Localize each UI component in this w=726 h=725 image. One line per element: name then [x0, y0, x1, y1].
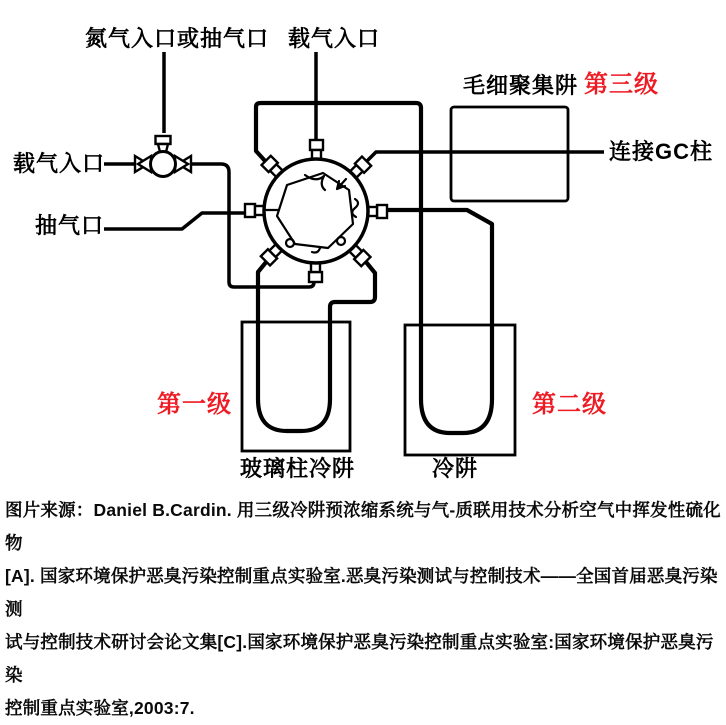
citation-line: 控制重点实验室,2003:7.	[5, 698, 195, 718]
pump-port-pipe	[104, 213, 246, 229]
label-stage-2: 第二级	[532, 391, 607, 418]
label-nitrogen-inlet: 氮气入口或抽气口	[85, 26, 270, 51]
label-carrier-inlet-top: 载气入口	[288, 26, 381, 51]
citation-line: [A]. 国家环境保护恶臭污染控制重点实验室.恶臭污染测试与控制技术——全国首届恶臭污染测	[5, 566, 718, 619]
citation-line: 试与控制技术研讨会论文集[C].国家环境保护恶臭污染控制重点实验室:国家环境保护恶臭污染	[5, 632, 714, 685]
label-stage-1: 第一级	[157, 391, 232, 418]
shutoff-valve	[104, 136, 191, 177]
capillary-trap-box	[451, 107, 568, 201]
label-cold-trap: 冷阱	[432, 456, 479, 481]
label-stage-3: 第三级	[584, 71, 659, 98]
label-carrier-inlet-left: 载气入口	[13, 151, 106, 176]
label-glass-trap: 玻璃柱冷阱	[240, 456, 356, 481]
rotary-valve	[245, 140, 387, 282]
label-capillary-trap: 毛细聚集阱	[463, 73, 579, 98]
label-pump-port: 抽气口	[35, 213, 105, 238]
citation-text	[5, 494, 721, 725]
citation-line: 图片来源：Daniel B.Cardin. 用三级冷阱预浓缩系统与气-质联用技术分析空气中挥发性硫化物	[5, 500, 721, 553]
label-gc-column: 连接GC柱	[609, 139, 714, 164]
